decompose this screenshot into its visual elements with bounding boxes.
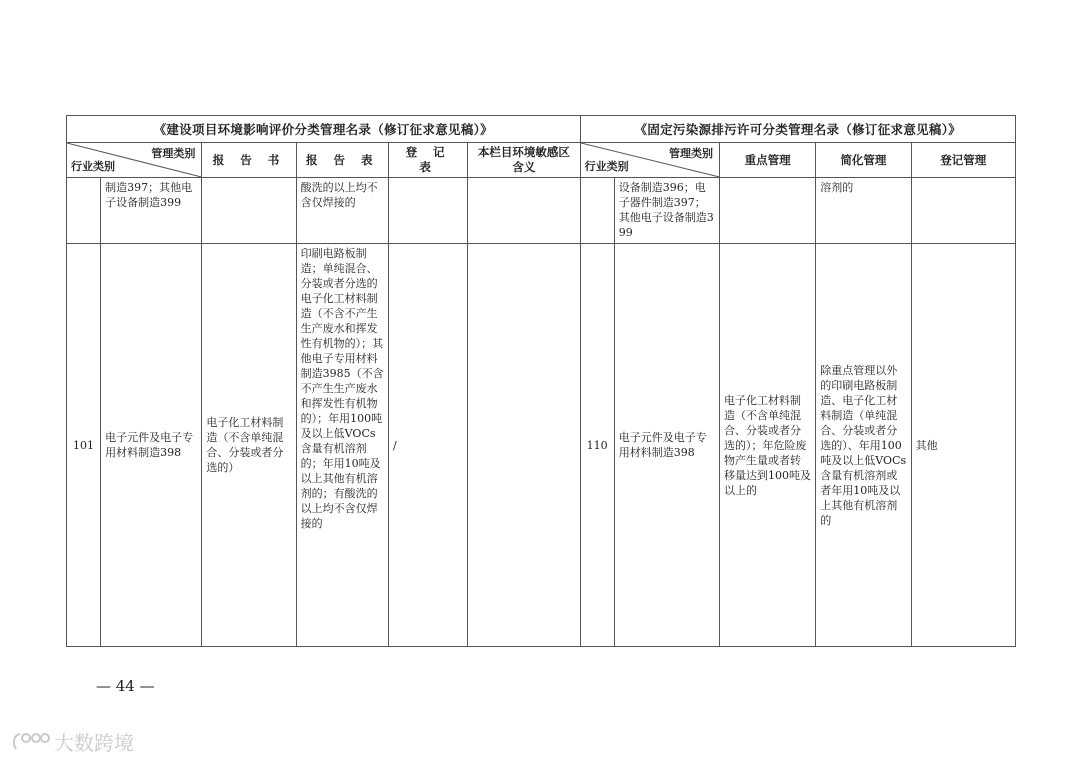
header-register-form: 登 记 表	[388, 143, 467, 178]
sensitive-area-cell	[468, 178, 580, 244]
header-report-form: 报 告 表	[296, 143, 388, 178]
header-simplified-management: 简化管理	[816, 143, 911, 178]
row-number-cell: 101	[67, 244, 101, 647]
register-management-cell	[911, 178, 1015, 244]
row-number-cell: 110	[580, 244, 614, 647]
header-key-management: 重点管理	[720, 143, 816, 178]
industry-cell: 电子元件及电子专用材料制造398	[614, 244, 719, 647]
row-number-cell	[580, 178, 614, 244]
register-management-cell: 其他	[911, 244, 1015, 647]
report-book-cell: 电子化工材料制造（不含单纯混合、分装或者分选的）	[202, 244, 296, 647]
watermark-logo-icon	[10, 729, 50, 755]
header-register-management: 登记管理	[911, 143, 1015, 178]
management-category-label: 管理类别	[669, 147, 714, 160]
header-report-book: 报 告 书	[202, 143, 296, 178]
industry-cell: 设备制造396；电子器件制造397；其他电子设备制造399	[614, 178, 719, 244]
comparison-table	[66, 115, 1016, 647]
left-table-title: 《建设项目环境影响评价分类管理名录（修订征求意见稿）》	[67, 116, 581, 143]
industry-category-label: 行业类别	[71, 160, 115, 173]
right-category-header	[580, 143, 719, 178]
table-row	[67, 178, 1016, 244]
register-form-cell	[388, 178, 467, 244]
sensitive-area-cell	[468, 244, 580, 647]
register-form-cell: /	[388, 244, 467, 647]
key-management-cell	[720, 178, 816, 244]
industry-cell: 制造397；其他电子设备制造399	[101, 178, 202, 244]
watermark-text: 大数跨境	[54, 731, 134, 755]
left-category-header	[67, 143, 202, 178]
title-row	[67, 116, 1016, 143]
table-row	[67, 244, 1016, 647]
page-number: — 44 —	[96, 677, 155, 695]
industry-category-label: 行业类别	[584, 160, 629, 173]
management-category-label: 管理类别	[151, 147, 196, 160]
simplified-management-cell: 溶剂的	[816, 178, 911, 244]
header-sensitive-area: 本栏目环境敏感区含义	[468, 143, 580, 178]
row-number-cell	[67, 178, 101, 244]
watermark	[10, 727, 134, 756]
simplified-management-cell: 除重点管理以外的印刷电路板制造、电子化工材料制造（单纯混合、分装或者分选的）、年用100吨及以上低VOCs含量有机溶剂或者年用10吨及以上其他有机溶剂的	[816, 244, 911, 647]
report-form-cell: 酸洗的以上均不含仅焊接的	[296, 178, 388, 244]
header-row	[67, 143, 1016, 178]
industry-cell: 电子元件及电子专用材料制造398	[101, 244, 202, 647]
key-management-cell: 电子化工材料制造（不含单纯混合、分装或者分选的）；年危险废物产生量或者转移量达到100吨及以上的	[720, 244, 816, 647]
report-book-cell	[202, 178, 296, 244]
right-table-title: 《固定污染源排污许可分类管理名录（修订征求意见稿）》	[580, 116, 1015, 143]
report-form-cell: 印刷电路板制造；单纯混合、分装或者分选的电子化工材料制造（不含不产生生产废水和挥发性有机物的）；其他电子专用材料制造3985（不含不产生生产废水和挥发性有机物的）；年用100吨及以上低VOCs含量有机溶剂的；年用10吨及以上其他有机溶剂的；有酸洗的以上均不含仅焊接的	[296, 244, 388, 647]
